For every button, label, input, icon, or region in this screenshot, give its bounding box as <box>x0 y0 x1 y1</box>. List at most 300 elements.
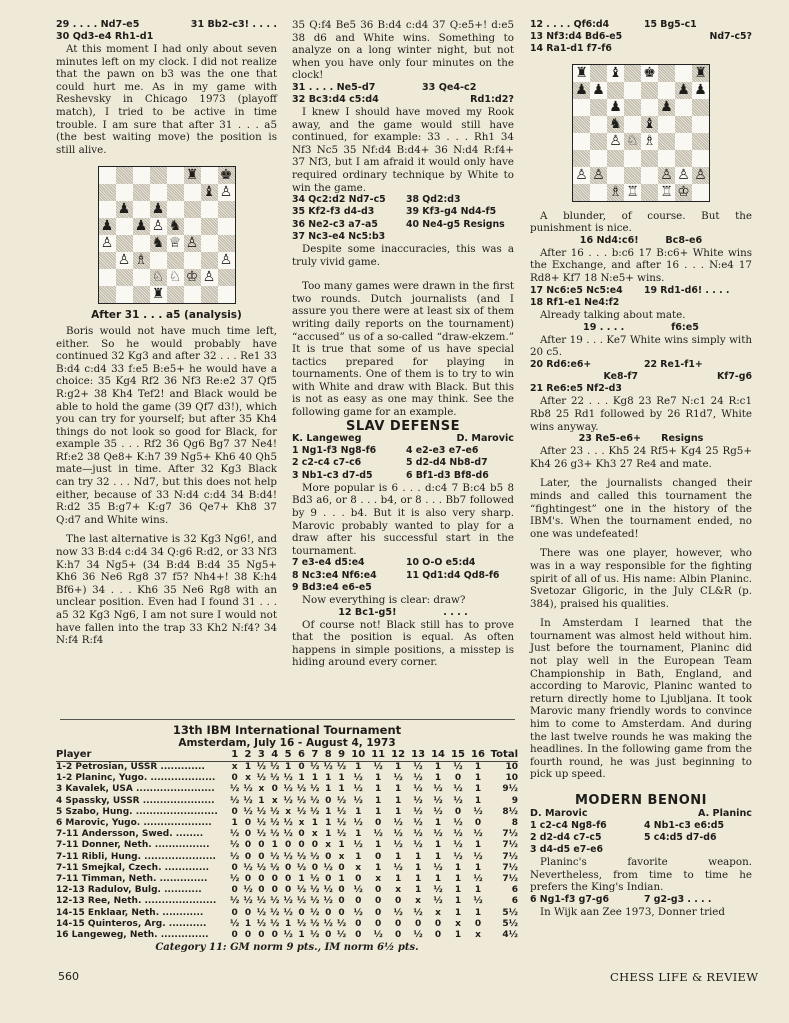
board-square: ♟ <box>607 99 624 116</box>
result-cell: ½ <box>296 795 307 806</box>
result-cell: x <box>231 762 238 772</box>
result-cell: 1 <box>338 840 345 851</box>
result-cell: 1 <box>414 851 422 862</box>
result-cell: ½ <box>413 806 423 817</box>
move-text: 10 O-O e5:d4 <box>406 557 476 569</box>
result-cell: 0 <box>394 918 402 929</box>
result-cell: ½ <box>296 851 307 862</box>
result-cell: ½ <box>433 806 443 817</box>
table-header-row <box>56 749 518 762</box>
board-square: ♝ <box>641 116 658 133</box>
result-cell: 0 <box>355 874 362 885</box>
table-row <box>56 773 518 784</box>
white-player: D. Marovic <box>530 807 588 819</box>
result-cell: 0 <box>434 930 442 941</box>
result-cell: ½ <box>473 851 483 862</box>
result-cell: 0 <box>338 862 345 873</box>
board-square <box>573 133 590 150</box>
result-cell: 0 <box>231 930 238 941</box>
result-cell: ½ <box>283 795 293 806</box>
board-square: ♟ <box>658 99 675 116</box>
board-square <box>184 201 201 218</box>
result-cell: ½ <box>336 806 347 817</box>
result-cell: x <box>355 862 362 873</box>
result-cell: 0 <box>434 918 442 929</box>
result-cell: ½ <box>230 918 240 929</box>
result-cell: ½ <box>353 818 363 829</box>
player-name: 7-11 Smejkal, Czech. ............. <box>56 862 210 873</box>
board-square: ♙ <box>607 133 624 150</box>
move-text: 1 c2-c4 Ng8-f6 <box>530 819 607 831</box>
total-score: 5½ <box>502 907 518 918</box>
result-cell: ½ <box>323 862 333 873</box>
result-cell: 0 <box>231 885 238 896</box>
result-cell: ½ <box>310 851 320 862</box>
board-square <box>133 269 150 286</box>
board-square <box>590 65 607 82</box>
move-text: 31 . . . . Ne5-d7 <box>292 81 376 93</box>
result-cell: ½ <box>413 829 423 840</box>
board-square <box>218 286 235 303</box>
result-cell: ½ <box>433 784 443 795</box>
board-square <box>116 184 133 201</box>
move-text: 15 Bg5-c1 <box>644 19 697 30</box>
result-cell: 1 <box>284 762 292 772</box>
result-cell: 1 <box>474 885 482 896</box>
result-cell: 0 <box>244 874 252 885</box>
board-square <box>692 116 709 133</box>
result-cell: x <box>271 795 278 806</box>
paragraph: Too many games were drawn in the first two rounds. Dutch journalists (and I assure you there were at least six of them writing daily reports on the tournament) “accused” us of a so-called “draw-ekzem.” It is true that some of us have special tactics prepared for playing in tournaments. One of them is to try to win with White and draw with Black. But this is not as easy as one may think. See the following game for an example. <box>292 280 514 419</box>
result-cell: 0 <box>325 874 332 885</box>
move-text: 33 Qe4-c2 <box>422 81 477 93</box>
result-cell: 1 <box>434 818 442 829</box>
board-square <box>99 201 116 218</box>
move-12: 12 Bc1-g5! . . . . <box>338 606 468 618</box>
result-cell: 1 <box>325 784 332 795</box>
result-cell: ½ <box>310 907 320 918</box>
result-cell: 1 <box>375 795 382 806</box>
board-square: ♙ <box>218 184 235 201</box>
result-cell: 1 <box>375 806 382 817</box>
result-cell: 1 <box>414 885 422 896</box>
board-square: ♘ <box>150 269 167 286</box>
result-cell: ½ <box>256 896 267 907</box>
result-cell: x <box>395 885 402 896</box>
board-square <box>590 150 607 167</box>
table-row <box>56 840 518 851</box>
result-cell: 1 <box>434 851 442 862</box>
board-square <box>116 167 133 184</box>
result-cell: ½ <box>473 896 483 907</box>
board-square <box>116 286 133 303</box>
board-square <box>133 235 150 252</box>
result-cell: ½ <box>270 806 280 817</box>
divider <box>60 719 515 720</box>
board-square: ♕ <box>167 235 184 252</box>
result-cell: ½ <box>310 918 320 929</box>
result-cell: 0 <box>474 918 482 929</box>
column-header: Player <box>56 749 228 762</box>
board-square: ♖ <box>658 184 675 201</box>
result-cell: 1 <box>338 784 345 795</box>
result-cell: ½ <box>283 930 293 941</box>
paragraph: There was one player, however, who was in a way responsible for the fighting spirit of all of us. His name: Albin Planinc. Svetozar Gligoric, in the July CL&R (p. 384), praised his qualities. <box>530 547 752 610</box>
player-name: 7-11 Ribli, Hung. ..................... <box>56 851 216 862</box>
total-score: 8 <box>511 818 518 829</box>
result-cell: ½ <box>473 874 483 885</box>
move-text: 9 Bd3:e4 e6-e5 <box>292 581 372 593</box>
move-text: 2 c2-c4 c7-c6 <box>292 457 362 469</box>
result-cell: 0 <box>244 840 252 851</box>
board-square <box>675 99 692 116</box>
result-cell: 1 <box>355 829 362 840</box>
column-3 <box>530 19 752 919</box>
board-square: ♙ <box>692 167 709 184</box>
result-cell: ½ <box>243 862 253 873</box>
column-header: 15 <box>448 749 468 762</box>
result-cell: ½ <box>283 773 293 784</box>
result-cell: ½ <box>296 806 307 817</box>
result-cell: 1 <box>258 795 265 806</box>
board-square <box>133 167 150 184</box>
move-text: 34 Qc2:d2 Nd7-c5 <box>292 194 386 206</box>
move-text: 39 Kf3-g4 Nd4-f5 <box>406 206 497 218</box>
board-square <box>184 218 201 235</box>
move-text: 1 Ng1-f3 Ng8-f6 <box>292 445 377 457</box>
result-cell: ½ <box>413 907 423 918</box>
result-cell: 0 <box>454 806 462 817</box>
board-square <box>150 184 167 201</box>
result-cell: 0 <box>284 862 292 873</box>
result-cell: ½ <box>453 795 463 806</box>
result-cell: ½ <box>353 907 363 918</box>
moves-17-19 <box>530 285 752 309</box>
move-text: 3 Nb1-c3 d7-d5 <box>292 469 373 481</box>
move-text <box>644 43 752 55</box>
result-cell: 1 <box>355 851 362 862</box>
paragraph: Later, the journalists changed their minds and called this tournament the “fightingest” one in the history of the IBM's. When the tournament ended, no one was undefeated! <box>530 477 752 540</box>
result-cell: ½ <box>230 851 240 862</box>
result-cell: 0 <box>244 829 252 840</box>
board-square <box>573 99 590 116</box>
players-line <box>292 433 514 445</box>
result-cell: 0 <box>284 885 292 896</box>
board-square <box>658 65 675 82</box>
column-2 <box>292 19 514 669</box>
move-text: 12 . . . . Qf6:d4 <box>530 19 610 30</box>
board-square <box>99 184 116 201</box>
result-cell: 1 <box>375 862 382 873</box>
result-cell: ½ <box>323 918 333 929</box>
paragraph: After 16 . . . b:c6 17 B:c6+ White wins the Exchange, and after 16 . . . N:e4 17 Rd8+ Kf7 18 N:e5+ wins. <box>530 246 752 284</box>
board-square: ♝ <box>201 184 218 201</box>
result-cell: ½ <box>433 885 443 896</box>
result-cell: x <box>415 896 421 907</box>
result-cell: 0 <box>355 930 362 941</box>
result-cell: x <box>298 818 305 829</box>
total-score: 5½ <box>502 918 518 929</box>
player-name: 1-2 Petrosian, USSR ............. <box>56 762 205 772</box>
table-row <box>56 784 518 795</box>
move-text: 35 Kf2-f3 d4-d3 <box>292 206 375 218</box>
total-score: 7½ <box>502 862 518 873</box>
board-square <box>692 133 709 150</box>
result-cell: ½ <box>413 930 423 941</box>
board-square: ♟ <box>692 82 709 99</box>
move-text: 5 d2-d4 Nb8-d7 <box>406 457 488 469</box>
result-cell: 1 <box>338 773 345 784</box>
result-cell: 1 <box>454 874 462 885</box>
result-cell: 0 <box>325 930 332 941</box>
result-cell: 0 <box>271 885 278 896</box>
result-cell: ½ <box>256 907 267 918</box>
board-square <box>573 116 590 133</box>
result-cell: ½ <box>283 829 293 840</box>
result-cell: 1 <box>298 773 305 784</box>
board-square: ♘ <box>167 269 184 286</box>
board-square: ♟ <box>99 218 116 235</box>
board-square <box>167 252 184 269</box>
moves-7-11 <box>292 557 514 594</box>
table-subtitle: Amsterdam, July 16 - August 4, 1973 <box>178 737 396 749</box>
board-square <box>184 286 201 303</box>
move-text: 3 d4-d5 e7-e6 <box>530 844 604 855</box>
board-square <box>692 99 709 116</box>
column-header: 1 <box>228 749 241 762</box>
total-score: 9 <box>511 795 518 806</box>
board-square: ♗ <box>607 184 624 201</box>
result-cell: 1 <box>474 773 482 784</box>
result-cell: ½ <box>373 930 383 941</box>
result-cell: 0 <box>311 862 318 873</box>
board-square <box>624 65 641 82</box>
board-square: ♜ <box>692 65 709 82</box>
board-square <box>99 167 116 184</box>
result-cell: ½ <box>256 818 267 829</box>
column-header: 6 <box>295 749 308 762</box>
board-square: ♘ <box>624 133 641 150</box>
result-cell: 0 <box>284 840 292 851</box>
result-cell: 0 <box>298 762 305 772</box>
result-cell: x <box>311 829 318 840</box>
board-square: ♟ <box>116 201 133 218</box>
result-cell: ½ <box>323 762 333 772</box>
paragraph: Of course not! Black still has to prove that the position is equal. As often happens in simple positions, a misstep is hiding around every corner. <box>292 618 514 669</box>
total-score: 10 <box>505 773 518 784</box>
move-text: Ke8-f7 <box>603 370 638 382</box>
board-square: ♙ <box>590 167 607 184</box>
result-cell: 0 <box>311 840 318 851</box>
category-note: Category 11: GM norm 9 pts., IM norm 6½ pts. <box>155 942 419 954</box>
result-cell: 0 <box>325 907 332 918</box>
table-row <box>56 874 518 885</box>
result-cell: 0 <box>284 874 292 885</box>
board-square: ♙ <box>99 235 116 252</box>
result-cell: 1 <box>375 784 382 795</box>
results-table <box>56 749 518 941</box>
result-cell: ½ <box>336 795 347 806</box>
result-cell: 0 <box>244 930 252 941</box>
result-cell: x <box>285 806 292 817</box>
move-text <box>644 844 752 856</box>
board-square: ♜ <box>573 65 590 82</box>
board-square: ♞ <box>150 235 167 252</box>
result-cell: ½ <box>310 795 320 806</box>
result-cell: ½ <box>353 840 363 851</box>
paragraph: Boris would not have much time left, either. So he would probably have continued 32 Kg3 and after 32 . . . Re1 33 B:d4 c:d4 33 f:e5 B:e5+ he would have a choice: 35 Kg4 Rf2 36 Nf3 Re:e2 37 Qf5 R:g2+ 38 Kh4 Tef2! and Black would be able to hold the game (39 Qf7 d3!), which you can try for yourself; but after 35 Kh4 things do not look so good for Black, for example 35 . . . Rf2 36 Qg6 Bg7 37 Ne4! Rf:e2 38 Qe8+ K:h7 39 Ng5+ Kh6 40 Qh5 mate—just in time. After 32 Kg3 Black can try 32 . . . Nd7, but this does not help either, because of 33 N:d4 c:d4 34 B:d4! R:d2 35 B:g7+ K:g7 36 Qe7+ Kh8 37 Q:d7 and White wins. <box>56 324 277 526</box>
result-cell: ½ <box>296 918 307 929</box>
move-text: 14 Ra1-d1 f7-f6 <box>530 43 612 55</box>
result-cell: ½ <box>243 885 253 896</box>
result-cell: 1 <box>474 840 482 851</box>
result-cell: ½ <box>256 862 267 873</box>
result-cell: 0 <box>338 907 345 918</box>
result-cell: ½ <box>393 818 403 829</box>
result-cell: ½ <box>283 896 293 907</box>
player-name: 12-13 Ree, Neth. ..................... <box>56 896 217 907</box>
result-cell: ½ <box>336 818 347 829</box>
result-cell: 0 <box>375 918 382 929</box>
result-cell: 0 <box>258 885 265 896</box>
board-square <box>692 184 709 201</box>
result-cell: ½ <box>270 918 280 929</box>
move-text <box>406 582 514 594</box>
result-cell: ½ <box>413 840 423 851</box>
total-score: 7½ <box>502 874 518 885</box>
board-square <box>133 184 150 201</box>
board-square <box>218 235 235 252</box>
board-square <box>624 167 641 184</box>
board-square: ♞ <box>607 116 624 133</box>
paragraph: After 23 . . . Kh5 24 Rf5+ Kg4 25 Rg5+ Kh4 26 g3+ Kh3 27 Re4 and mate. <box>530 445 752 470</box>
result-cell: ½ <box>296 784 307 795</box>
move-text: 4 e2-e3 e7-e6 <box>406 445 479 457</box>
board-square <box>184 252 201 269</box>
paragraph: 35 Q:f4 Be5 36 B:d4 c:d4 37 Q:e5+! d:e5 38 d6 and White wins. Something to analyze on a long winter night, but not when you have only four minutes on the clock! <box>292 19 514 82</box>
paragraph: Already talking about mate. <box>540 308 686 321</box>
board-square: ♟ <box>133 218 150 235</box>
board-square <box>607 167 624 184</box>
column-header: 14 <box>428 749 448 762</box>
board-square <box>658 116 675 133</box>
moves-29-31 <box>56 19 277 43</box>
crosstable <box>56 724 518 953</box>
result-cell: ½ <box>393 907 403 918</box>
table-row <box>56 885 518 896</box>
player-name: 14-15 Enklaar, Neth. ............ <box>56 907 204 918</box>
table-row <box>56 863 518 874</box>
result-cell: 1 <box>434 762 442 772</box>
board-square: ♚ <box>641 65 658 82</box>
board-square <box>201 286 218 303</box>
result-cell: 1 <box>434 874 442 885</box>
board-square <box>641 150 658 167</box>
result-cell: 1 <box>474 907 482 918</box>
result-cell: ½ <box>310 930 320 941</box>
board-square: ♙ <box>658 167 675 184</box>
board-square <box>641 82 658 99</box>
result-cell: 0 <box>375 896 382 907</box>
result-cell: 1 <box>375 840 382 851</box>
result-cell: ½ <box>336 930 347 941</box>
players-line <box>530 808 752 820</box>
paragraph: The last alternative is 32 Kg3 Ng6!, and now 33 B:d4 c:d4 34 Q:g6 R:d2, or 33 Nf3 K:h7 34 Ng5+ (34 B:d4 B:d4 35 Ng5+ Kh6 36 Ne6 Rg8 37 f5? Nh4+! 38 K:h4 Bf6+) 34 . . . Kh6 35 Ne6 Rg8 with an unclear position. Even had I found 31 . . . a5 32 Kg3 Ng6, I am not sure I would not have fallen into the trap 33 Kh2 N:f4? 34 N:f4 R:f4 <box>56 533 277 647</box>
result-cell: ½ <box>473 806 483 817</box>
board-square <box>573 150 590 167</box>
board-square: ♔ <box>184 269 201 286</box>
board-square <box>99 269 116 286</box>
result-cell: ½ <box>310 885 320 896</box>
move-text: Rd1:d2? <box>470 93 514 105</box>
result-cell: ½ <box>283 907 293 918</box>
black-player: D. Marovic <box>456 433 514 445</box>
result-cell: 0 <box>231 907 238 918</box>
result-cell: 0 <box>454 773 462 784</box>
column-header: 10 <box>348 749 368 762</box>
board-square <box>167 167 184 184</box>
board-square: ♗ <box>133 252 150 269</box>
move-text <box>406 231 514 243</box>
black-player: A. Planinc <box>697 807 752 819</box>
result-cell: ½ <box>256 829 267 840</box>
board-square: ♙ <box>573 167 590 184</box>
result-cell: ½ <box>270 907 280 918</box>
board-square <box>150 252 167 269</box>
result-cell: ½ <box>270 762 280 772</box>
board-square <box>607 150 624 167</box>
board-square <box>150 167 167 184</box>
player-name: 7-11 Donner, Neth. ................ <box>56 840 210 851</box>
move-text: 38 Qd2:d3 <box>406 194 461 206</box>
move-text: 40 Ne4-g5 Resigns <box>406 218 505 230</box>
moves-20-22 <box>530 359 752 396</box>
total-score: 7½ <box>502 851 518 862</box>
board-square <box>590 184 607 201</box>
result-cell: ½ <box>270 896 280 907</box>
table-row <box>56 908 518 919</box>
column-header: 9 <box>335 749 348 762</box>
table-title: 13th IBM International Tournament <box>172 723 402 737</box>
column-header: 8 <box>322 749 335 762</box>
result-cell: 1 <box>271 840 278 851</box>
table-row <box>56 829 518 840</box>
result-cell: ½ <box>270 773 280 784</box>
result-cell: ½ <box>283 784 293 795</box>
result-cell: ½ <box>256 773 267 784</box>
board-square <box>624 82 641 99</box>
result-cell: ½ <box>473 829 483 840</box>
result-cell: 0 <box>474 818 482 829</box>
result-cell: ½ <box>230 784 240 795</box>
result-cell: ½ <box>270 862 280 873</box>
column-header: 4 <box>268 749 281 762</box>
result-cell: ½ <box>453 840 463 851</box>
board-square: ♟ <box>150 201 167 218</box>
result-cell: ½ <box>230 896 240 907</box>
result-cell: ½ <box>310 874 320 885</box>
diagram-caption: After 31 . . . a5 (analysis) <box>91 309 242 322</box>
result-cell: 1 <box>244 762 252 772</box>
result-cell: ½ <box>256 762 267 772</box>
player-name: 6 Marovic, Yugo. .................... <box>56 818 212 829</box>
result-cell: ½ <box>453 818 463 829</box>
result-cell: 1 <box>474 795 482 806</box>
result-cell: x <box>475 930 481 941</box>
board-square: ♙ <box>675 167 692 184</box>
result-cell: ½ <box>243 784 253 795</box>
result-cell: 1 <box>338 874 345 885</box>
